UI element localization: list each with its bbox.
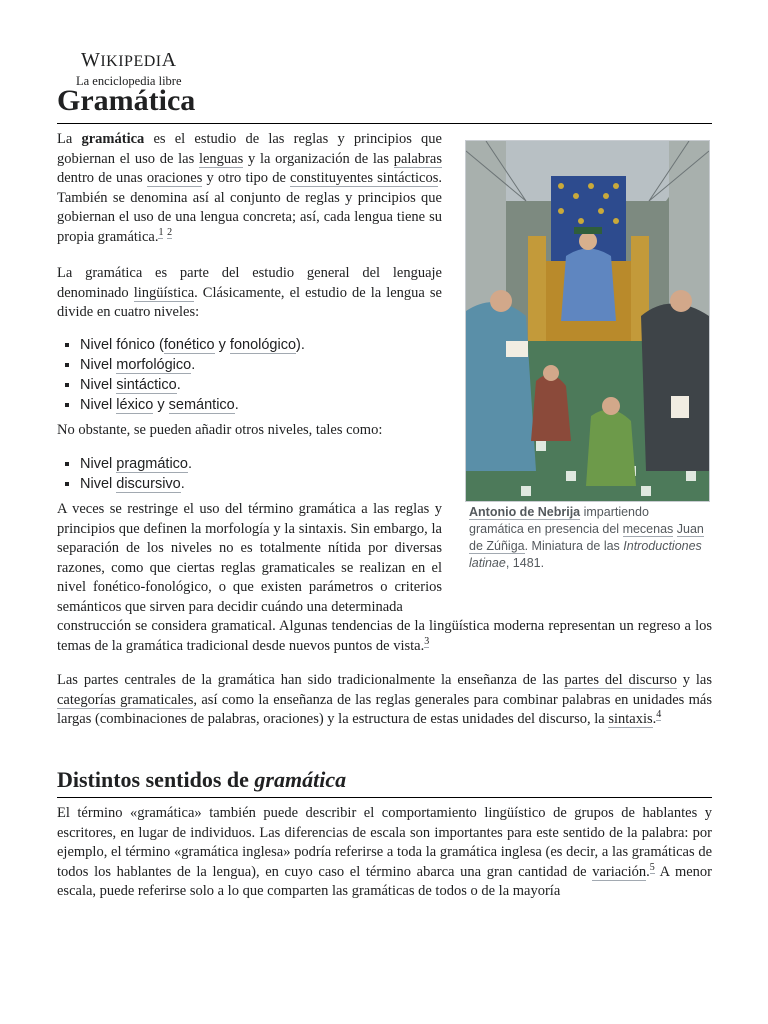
paragraph-senses: El término «gramática» también puede describir el comportamiento lingüístico de grupos de hablantes y escritores, en lugar de individuos. Las diferencias de escala son importantes para este sentido de la palabra: por ejemplo, el término «gramática inglesa» podría referirse a toda la gramática inglesa (es decir, a las gramáticas de todos los hablantes de la lengua), en cuyo caso el término abarca una gran cantidad de variación.$^5$ A menor escala, puede referirse solo a lo que comparten las gramáticas de todos o de la mayoría	[57, 805, 712, 899]
restriction-part-1: A veces se restringe el uso del término gramática a las reglas y principios que definen la morfología y la sintaxis. Sin embargo, la separación de los niveles no es totalmente nítida por diversas razones, como que ciertas reglas gramaticales se realizan en el nivel fonético-fonológico, o que existen parámetros o criterios semánticos que sirven para decidir cuándo una determinada	[57, 501, 442, 615]
list-item: ▪ Nivel fónico (fonético y fonológico).	[80, 335, 305, 355]
ref-1[interactable]: 1	[158, 226, 164, 238]
link-lenguas[interactable]: lenguas	[198, 150, 244, 167]
logo-wordmark: WIKIPEDIA	[80, 49, 177, 71]
link-pragmatico[interactable]: pragmático	[116, 456, 188, 472]
levels-list	[62, 335, 305, 415]
link-sintaxis[interactable]: sintaxis	[608, 711, 653, 727]
link-palabras[interactable]: palabras	[393, 150, 442, 167]
paragraph-central-parts: Las partes centrales de la gramática han sido tradicionalmente la enseñanza de las partes del discurso y las categorías gramaticales, así como la enseñanza de las reglas generales para combinar palabras en unidades más largas (combinaciones de palabras, oraciones) y la estructura de estas unidades del discurso, la sintaxis.$^4$	[57, 672, 712, 727]
link-morfologico[interactable]: morfológico	[116, 357, 192, 373]
page-title: Gramática	[57, 80, 712, 124]
link-sintactico[interactable]: sintáctico	[116, 377, 177, 393]
link-discursivo[interactable]: discursivo	[116, 476, 181, 492]
paragraph-other-levels: No obstante, se pueden añadir otros niveles, tales como:	[57, 422, 383, 438]
paragraph-levels: La gramática es parte del estudio general del lenguaje denominado lingüística. Clásicamente, el estudio de la lengua se divide en cuatro niveles:	[57, 265, 442, 320]
paragraph-restriction	[57, 500, 712, 656]
link-linguistica[interactable]: lingüística	[133, 284, 195, 301]
ref-5[interactable]: 5	[649, 861, 655, 873]
logo-tagline: La enciclopedia libre	[76, 74, 182, 88]
caption-link-mecenas[interactable]: mecenas	[622, 522, 674, 536]
link-categorias-gramaticales[interactable]: categorías gramaticales	[57, 691, 194, 708]
link-fonologico[interactable]: fonológico	[229, 337, 297, 353]
link-oraciones[interactable]: oraciones	[146, 170, 203, 186]
list-item: ▪ Nivel léxico y semántico.	[80, 395, 305, 415]
list-item: ▪ Nivel pragmático.	[80, 454, 192, 474]
link-lexico[interactable]: léxico	[116, 397, 154, 413]
link-partes-discurso[interactable]: partes del discurso	[564, 672, 677, 688]
link-fonetico[interactable]: fonético	[163, 337, 215, 353]
ref-2[interactable]: 2	[167, 226, 173, 238]
paragraph-intro: La gramática es el estudio de las reglas y principios que gobiernan el uso de las lenguas y la organización de las palabras dentro de unas oraciones y otro tipo de constituyentes sintácticos. También se denomina así al conjunto de reglas y principios que gobiernan el uso de una lengua concreta; así, cada lengua tiene su propia gramática.$^1$ $^2$	[57, 131, 442, 245]
ref-4[interactable]: 4	[656, 709, 662, 721]
caption-link-zuniga[interactable]: Juan de Zúñiga	[469, 522, 704, 553]
list-item: ▪ Nivel discursivo.	[80, 474, 192, 494]
miniature-image[interactable]	[465, 140, 710, 502]
link-variacion[interactable]: variación	[592, 863, 647, 880]
caption-link-nebrija[interactable]: Antonio de Nebrija	[469, 505, 581, 519]
link-constituyentes[interactable]: constituyentes sintácticos	[290, 170, 439, 186]
list-item: ▪ Nivel morfológico.	[80, 355, 305, 375]
restriction-part-2: construcción se considera gramatical. Algunas tendencias de la lingüística moderna representan un regreso a los temas de la gramática tradicional desde nuevos puntos de vista.$^3$	[57, 618, 712, 654]
figure-caption: Antonio de Nebrija impartiendo gramática en presencia del mecenas Juan de Zúñiga. Miniatura de las Introductiones latinae, 1481.	[469, 505, 704, 570]
levels-list-extra	[62, 454, 192, 494]
section-heading: Distintos sentidos de gramática	[57, 765, 712, 798]
link-semantico[interactable]: semántico	[168, 397, 235, 413]
list-item: ▪ Nivel sintáctico.	[80, 375, 305, 395]
ref-3[interactable]: 3	[424, 635, 430, 647]
